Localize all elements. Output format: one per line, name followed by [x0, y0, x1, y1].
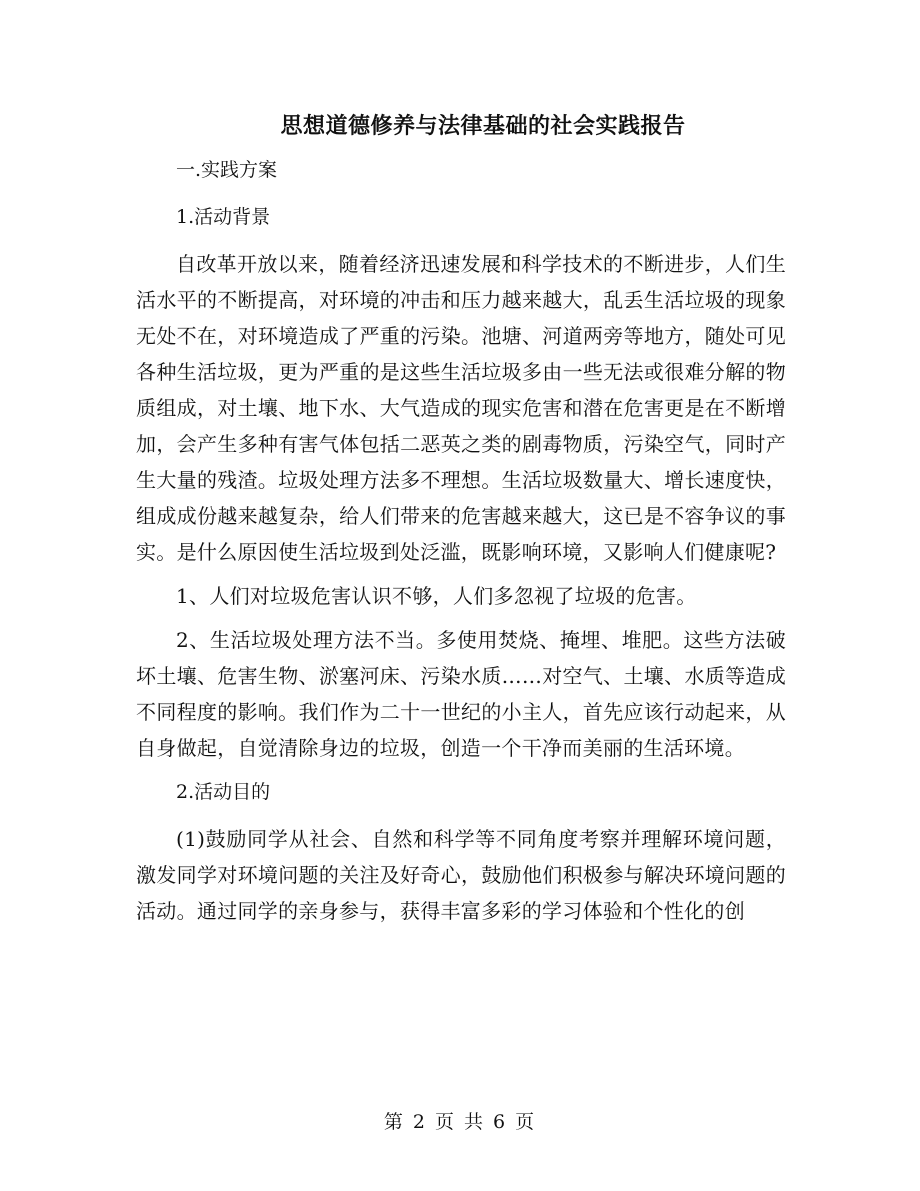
paragraph-reason-1: 1、人们对垃圾危害认识不够，人们多忽视了垃圾的危害。 — [176, 584, 697, 608]
subsection-heading-background: 1.活动背景 — [176, 206, 271, 228]
page-number-footer: 第 2 页 共 6 页 — [383, 1111, 537, 1133]
paragraph-goal-1: (1)鼓励同学从社会、自然和科学等不同角度考察并理解环境问题，激发同学对环境问题的关注及好奇心，鼓励他们积极参与解决环境问题的活动。通过同学的亲身参与，获得丰富多彩的学习体验和个性化的创 — [136, 827, 786, 923]
paragraph-background: 自改革开放以来，随着经济迅速发展和科学技术的不断进步，人们生活水平的不断提高，对环境的冲击和压力越来越大，乱丢生活垃圾的现象无处不在，对环境造成了严重的污染。池塘、河道两旁等地方，随处可见各种生活垃圾，更为严重的是这些生活垃圾多由一些无法或很难分解的物质组成，对土壤、地下水、大气造成的现实危害和潜在危害更是在不断增加，会产生多种有害气体包括二恶英之类的剧毒物质，污染空气，同时产生大量的残渣。垃圾处理方法多不理想。生活垃圾数量大、增长速度快，组成成份越来越复杂，给人们带来的危害越来越大，这已是不容争议的事实。是什么原因使生活垃圾到处泛滥，既影响环境，又影响人们健康呢? — [136, 252, 786, 564]
page-title: 思想道德修养与法律基础的社会实践报告 — [280, 113, 686, 139]
subsection-heading-goals: 2.活动目的 — [176, 781, 271, 803]
paragraph-reason-2: 2、生活垃圾处理方法不当。多使用焚烧、掩埋、堆肥。这些方法破坏土壤、危害生物、淤塞河床、污染水质……对空气、土壤、水质等造成不同程度的影响。我们作为二十一世纪的小主人，首先应该行动起来，从自身做起，自觉清除身边的垃圾，创造一个干净而美丽的生活环境。 — [136, 628, 786, 760]
section-heading-plan: 一.实践方案 — [176, 159, 278, 181]
document-body — [136, 152, 786, 929]
